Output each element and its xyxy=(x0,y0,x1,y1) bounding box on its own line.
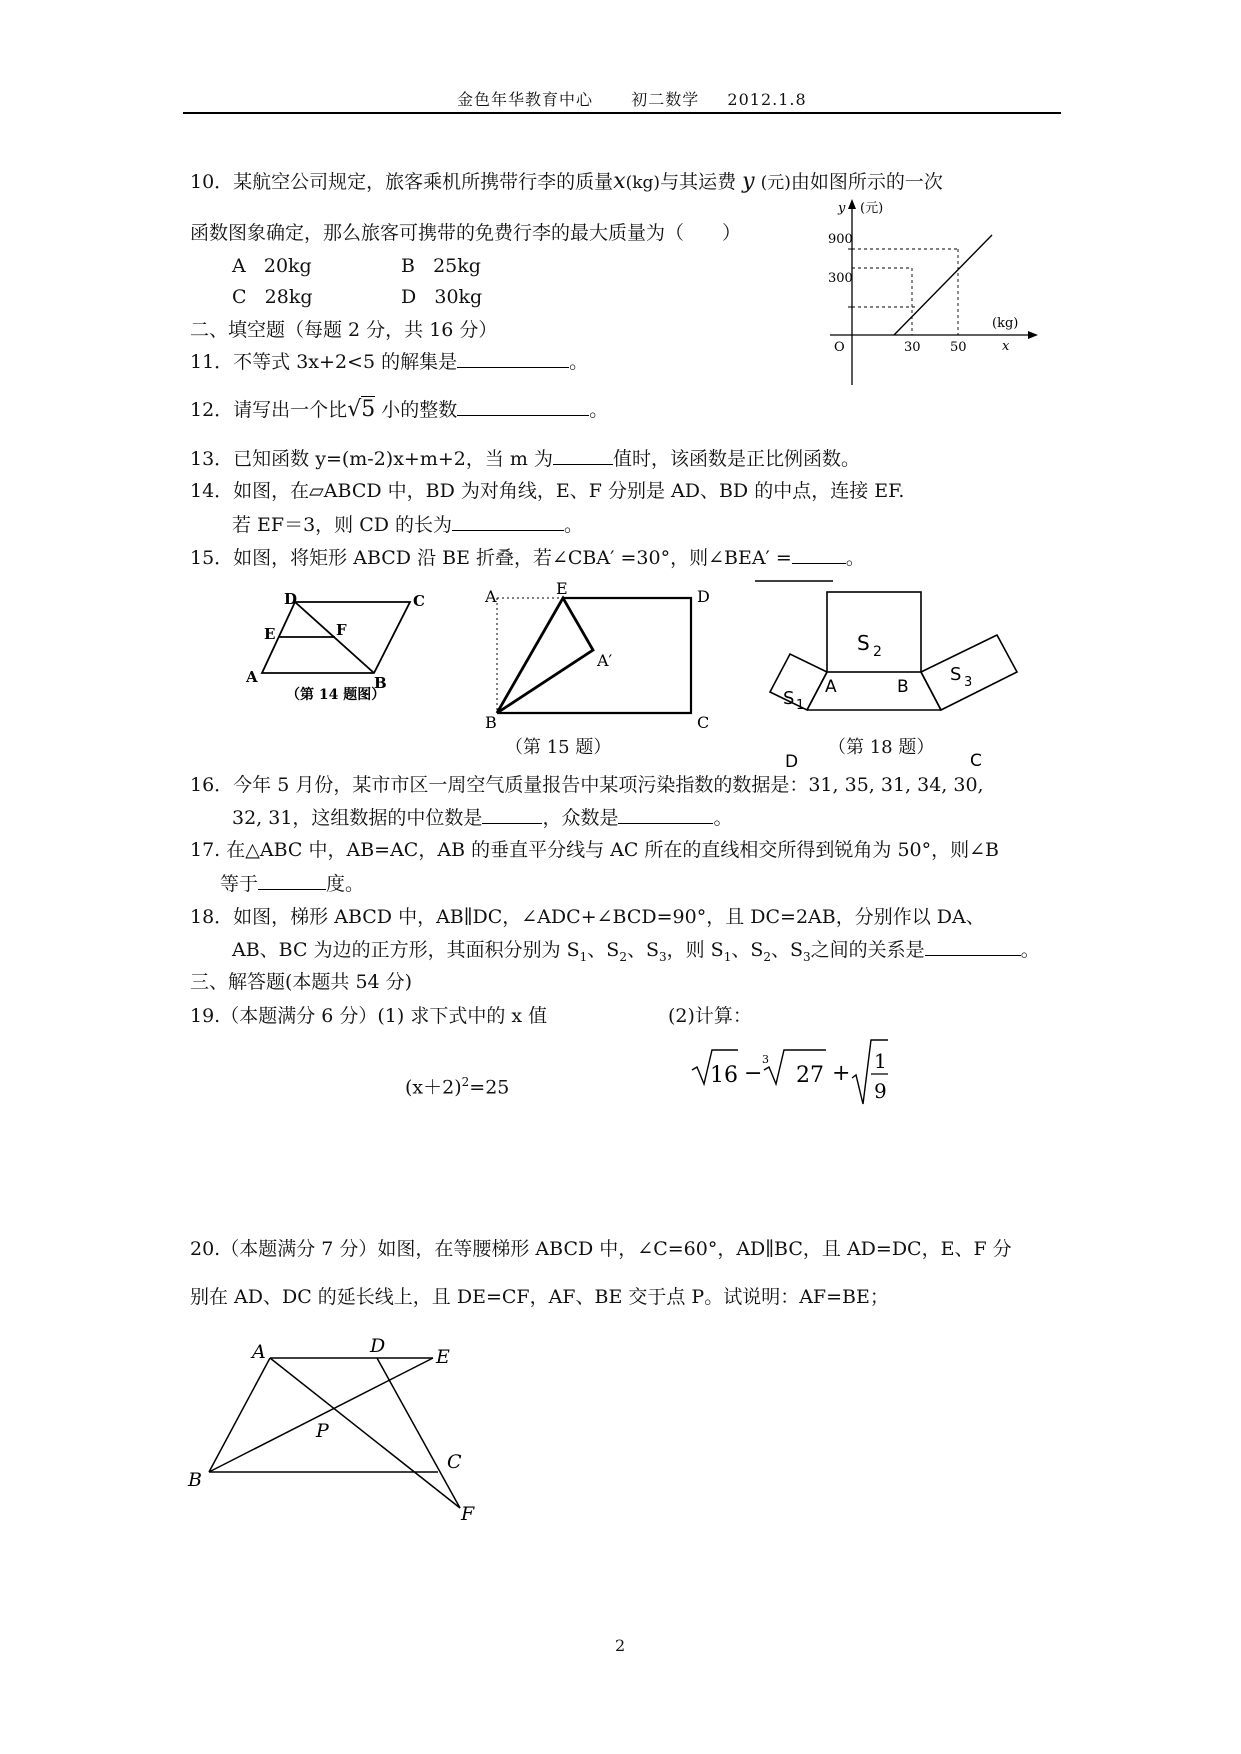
graph-y-unit: (元) xyxy=(860,201,884,216)
svg-text:D: D xyxy=(284,590,298,608)
svg-text:D: D xyxy=(697,587,710,606)
svg-text:C: C xyxy=(970,751,982,770)
q14-blank[interactable] xyxy=(452,512,564,531)
q10-option-d: D 30kg xyxy=(401,286,483,308)
q16-median-blank[interactable] xyxy=(482,805,542,824)
q20-line1: 20.（本题满分 7 分）如图，在等腰梯形 ABCD 中，∠C=60°，AD∥BC，且 AD=DC，E、F 分 xyxy=(190,1238,1012,1260)
q10-option-b: B 25kg xyxy=(401,255,481,277)
q14-line2: 若 EF＝3，则 CD 的长为 。 xyxy=(232,514,584,536)
graph-y-label: y xyxy=(838,201,846,216)
q19-part2: (2)计算： xyxy=(668,1005,752,1027)
svg-text:3: 3 xyxy=(964,675,973,690)
svg-text:A: A xyxy=(252,1341,266,1363)
svg-text:S: S xyxy=(783,688,795,709)
svg-text:S: S xyxy=(950,664,962,685)
q19-equation: $(x+2)^2=25$ xyxy=(405,1075,510,1099)
svg-text:B: B xyxy=(188,1469,202,1491)
q16-line1: 16．今年 5 月份，某市市区一周空气质量报告中某项污染指数的数据是：31, 35, 31, 34, 30, xyxy=(190,774,984,796)
q18-blank[interactable] xyxy=(925,937,1021,956)
q12-blank[interactable] xyxy=(457,397,589,416)
svg-text:S: S xyxy=(857,631,870,655)
q17-line2: 等于 度。 xyxy=(220,873,365,895)
page-number: 2 xyxy=(615,1636,626,1655)
svg-text:27: 27 xyxy=(796,1063,824,1088)
q15-blank[interactable] xyxy=(792,545,846,564)
svg-text:A: A xyxy=(485,587,497,606)
svg-text:F: F xyxy=(336,621,347,639)
svg-text:9: 9 xyxy=(874,1079,887,1103)
q17-blank[interactable] xyxy=(258,871,326,890)
q14-line1: 14．如图，在▱ABCD 中，BD 为对角线，E、F 分别是 AD、BD 的中点，连接 EF. xyxy=(190,480,905,502)
q13-blank[interactable] xyxy=(553,446,613,465)
svg-text:A: A xyxy=(246,668,258,686)
fig15-caption: （第 15 题） xyxy=(505,737,612,758)
header-rule xyxy=(183,112,1061,114)
q10-option-c: C 28kg xyxy=(232,286,313,308)
q15: 15．如图，将矩形 ABCD 沿 BE 折叠，若∠CBA′ =30°，则∠BEA′ = 。 xyxy=(190,547,865,569)
svg-text:A′: A′ xyxy=(597,651,613,670)
svg-text:F: F xyxy=(461,1503,475,1520)
graph-tick-50: 50 xyxy=(950,340,967,355)
q16-line2: 32, 31，这组数据的中位数是 ，众数是 。 xyxy=(232,807,733,829)
q19-calculation xyxy=(690,1038,910,1108)
header xyxy=(457,88,807,112)
svg-text:+: + xyxy=(832,1061,851,1086)
svg-text:E: E xyxy=(264,625,276,643)
svg-text:E: E xyxy=(556,580,568,598)
q10-graph xyxy=(820,195,1040,390)
q10-line2: 函数图象确定，那么旅客可携带的免费行李的最大质量为（ ） xyxy=(190,222,742,244)
svg-text:C: C xyxy=(447,1451,462,1473)
svg-text:3: 3 xyxy=(762,1053,769,1066)
svg-text:D: D xyxy=(785,752,799,770)
svg-text:C: C xyxy=(413,592,425,610)
fig14-caption: （第 14 题图） xyxy=(286,687,386,703)
svg-text:1: 1 xyxy=(874,1049,887,1073)
header-center: 金色年华教育中心 xyxy=(457,90,594,109)
section3-heading: 三、解答题(本题共 54 分) xyxy=(190,971,413,993)
graph-tick-300: 300 xyxy=(828,271,853,286)
svg-text:1: 1 xyxy=(796,698,805,713)
q17-line1: 17. 在△ABC 中，AB=AC，AB 的垂直平分线与 AC 所在的直线相交所得到锐角为 50°，则∠B xyxy=(190,839,1000,861)
svg-text:E: E xyxy=(436,1346,450,1368)
q16-mode-blank[interactable] xyxy=(618,805,713,824)
fig18-caption: （第 18 题） xyxy=(828,737,935,758)
svg-text:C: C xyxy=(697,713,710,730)
q20-line2: 别在 AD、DC 的延长线上，且 DE=CF，AF、BE 交于点 P。试说明：AF=BE； xyxy=(190,1286,889,1308)
graph-tick-900: 900 xyxy=(828,232,853,247)
q11-blank[interactable] xyxy=(457,349,569,368)
q10-line1: 10．某航空公司规定，旅客乘机所携带行李的质量x(kg)与其运费 y (元)由如图所示的一次 xyxy=(190,169,943,194)
svg-text:2: 2 xyxy=(873,644,882,660)
svg-text:B: B xyxy=(485,713,497,730)
figure-14 xyxy=(240,585,445,710)
svg-text:A: A xyxy=(825,677,837,697)
section2-heading: 二、填空题（每题 2 分，共 16 分） xyxy=(190,319,498,341)
q11: 11．不等式 3x+2<5 的解集是 。 xyxy=(190,351,589,373)
header-subject: 初二数学 xyxy=(631,90,700,109)
q18-line2: AB、BC 为边的正方形，其面积分别为 $S_1$、$S_2$、$S_3$，则 $S_1$、$S_2$、$S_3$之间的关系是 。 xyxy=(232,939,1040,964)
q20-figure xyxy=(180,1330,500,1520)
svg-text:P: P xyxy=(316,1420,329,1442)
figure-15 xyxy=(475,580,735,730)
svg-text:16: 16 xyxy=(710,1063,738,1088)
q19-line1: 19.（本题满分 6 分）(1) 求下式中的 x 值 xyxy=(190,1005,548,1027)
graph-x-unit: (kg) xyxy=(992,316,1019,331)
graph-tick-30: 30 xyxy=(904,340,921,355)
q13: 13．已知函数 y=(m-2)x+m+2，当 m 为 值时，该函数是正比例函数。 xyxy=(190,448,860,470)
svg-text:−: − xyxy=(744,1061,763,1086)
svg-text:D: D xyxy=(370,1335,386,1357)
graph-origin: O xyxy=(834,340,845,355)
q18-line1: 18．如图，梯形 ABCD 中，AB∥DC，∠ADC+∠BCD=90°，且 DC=2AB，分别作以 DA、 xyxy=(190,906,985,928)
q12: 12．请写出一个比√5 小的整数 。 xyxy=(190,397,609,422)
q10-option-a: A 20kg xyxy=(232,255,312,277)
svg-text:B: B xyxy=(374,674,387,692)
svg-text:B: B xyxy=(897,677,909,697)
graph-x-label: x xyxy=(1002,339,1010,354)
header-date: 2012.1.8 xyxy=(727,90,807,109)
